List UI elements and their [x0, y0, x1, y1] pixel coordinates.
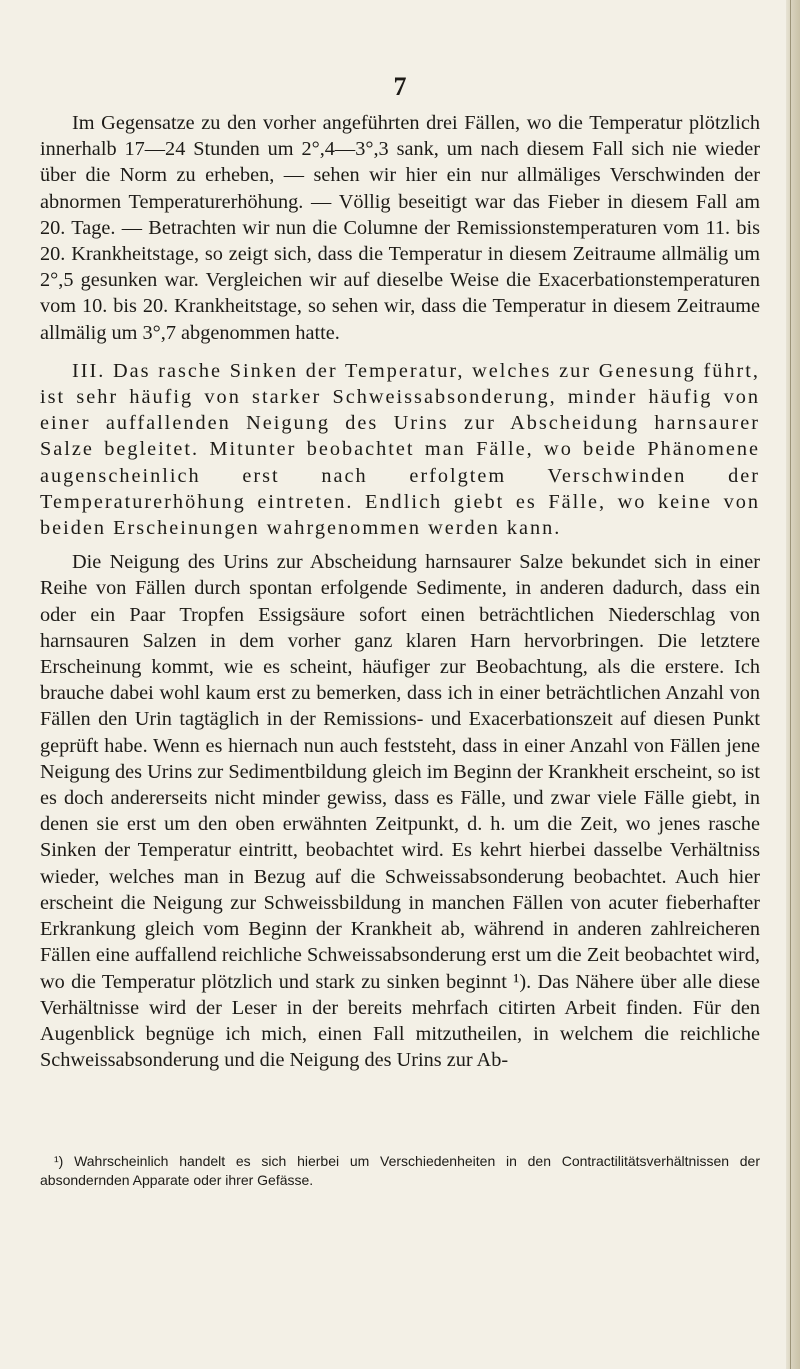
paragraph-1: Im Gegensatze zu den vorher angeführten drei Fällen, wo die Temperatur plötzlich innerhalb 17—24 Stunden um 2°,4—3°,3 sank, um nach diesem Fall sich nie wieder über die Norm zu erheben, — sehen wir hier ein nur allmäliges Verschwinden der abnormen Temperaturerhöhung. — Völlig beseitigt war das Fieber in diesem Fall am 20. Tage. — Betrachten wir nun die Columne der Remissionstemperaturen vom 11. bis 20. Krankheitstage, so zeigt sich, dass die Temperatur in diesem Zeitraume allmälig um 2°,5 gesunken war. Vergleichen wir auf dieselbe Weise die Exacerbationstemperaturen vom 10. bis 20. Krankheitstage, so sehen wir, dass die Temperatur in diesem Zeitraume allmälig um 3°,7 abgenommen hatte.: [40, 112, 760, 344]
page-number: 7: [393, 72, 407, 101]
page-edge: [786, 0, 800, 1369]
paragraph-2: III. Das rasche Sinken der Temperatur, welches zur Genesung führt, ist sehr häufig von starker Schweissabsonderung, minder häufig von einer auffallenden Neigung des Urins zur Abscheidung harnsaurer Salze begleitet. Mitunter beobachtet man Fälle, wo beide Phänomene augenscheinlich erst nach erfolgtem Verschwinden der Temperaturerhöhung eintreten. Endlich giebt es Fälle, wo keine von beiden Erscheinungen wahrgenommen werden kann.: [40, 359, 760, 540]
footnote: ¹) Wahrscheinlich handelt es sich hierbei um Verschiedenheiten in den Contractilitätsverhältnissen der absondernden Apparate oder ihrer Gefässe.: [40, 1153, 760, 1188]
paragraph-3: Die Neigung des Urins zur Abscheidung harnsaurer Salze bekundet sich in einer Reihe von Fällen durch spontan erfolgende Sedimente, in anderen dadurch, dass ein oder ein Paar Tropfen Essigsäure sofort einen beträchtlichen Niederschlag von harnsauren Salzen in dem vorher ganz klaren Harn hervorbringen. Die letztere Erscheinung kommt, wie es scheint, häufiger zur Beobachtung, als die erstere. Ich brauche dabei wohl kaum erst zu bemerken, dass ich in einer beträchtlichen Anzahl von Fällen den Urin tagtäglich in der Remissions- und Exacerbationszeit auf diesen Punkt geprüft habe. Wenn es hiernach nun auch feststeht, dass in einer Anzahl von Fällen jene Neigung des Urins zur Sedimentbildung gleich im Beginn der Krankheit erscheint, so ist es doch andererseits nicht minder gewiss, dass es Fälle, und zwar viele Fälle giebt, in denen sie erst um den oben erwähnten Zeitpunkt, d. h. um die Zeit, wo jenes rasche Sinken der Temperatur eintritt, beobachtet wird. Es kehrt hierbei dasselbe Verhältniss wieder, welches man in Bezug auf die Schweissabsonderung beobachtet. Auch hier erscheint die Neigung zur Schweissbildung in manchen Fällen von acuter fieberhafter Erkrankung gleich vom Beginn der Krankheit ab, während in anderen zahlreicheren Fällen eine auffallend reichliche Schweissabsonderung erst um die Zeit beobachtet wird, wo die Temperatur plötzlich und stark zu sinken beginnt ¹). Das Nähere über alle diese Verhältnisse wird der Leser in der bereits mehrfach citirten Arbeit finden. Für den Augenblick begnüge ich mich, einen Fall mitzutheilen, in welchem die reichliche Schweissabsonderung und die Neigung des Urins zur Ab-: [40, 551, 760, 1072]
body-text: [40, 110, 760, 1073]
